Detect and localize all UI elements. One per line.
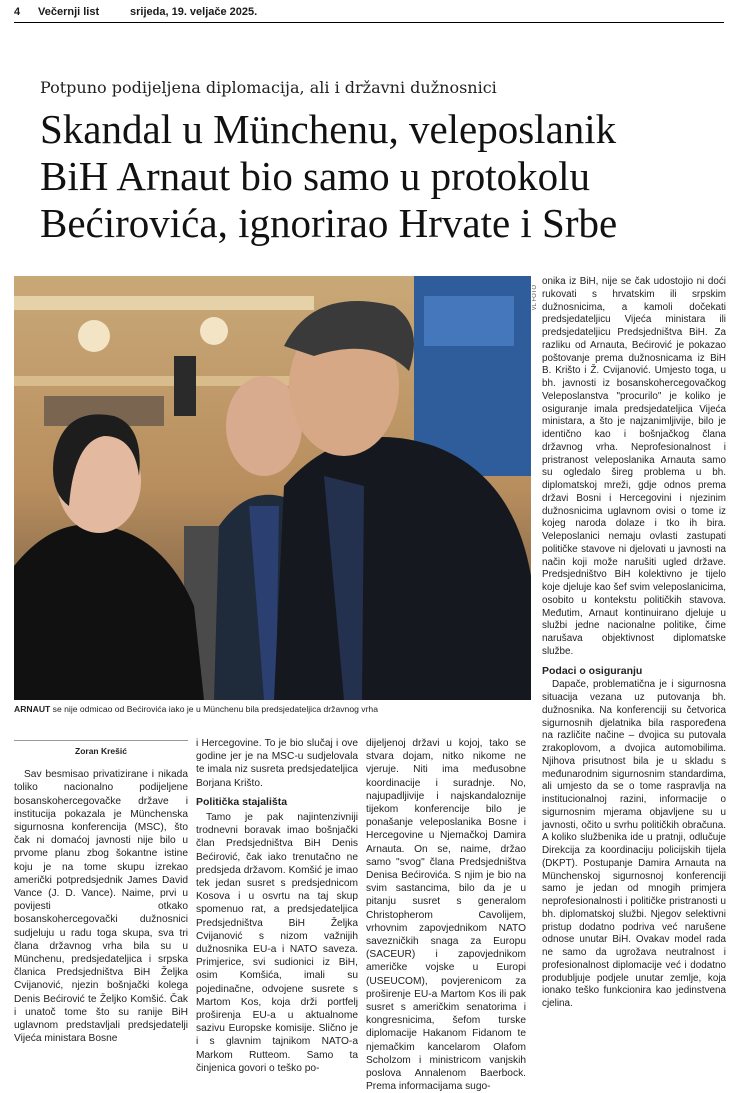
photo-caption	[14, 704, 534, 714]
headline-line: Skandal u Münchenu, veleposlanik	[40, 106, 617, 152]
newspaper-brand: Večernji list	[38, 6, 100, 18]
article-column-1	[14, 734, 188, 1045]
article-photo	[14, 276, 531, 700]
article-column-3	[366, 737, 526, 1093]
body-paragraph: Sav besmisao privatizirane i nikada toliko nacionalno podijeljene bosanskohercegovačke države i institucija pokazala je Münchenska sigurnosna konferencija (MSC), što čak ni domaćoj javnosti nije bilo u prvome planu zbog šokantne istine koju je na tome skupu izrekao američki potpredsjednik James David Vance (J. D. Vance). Naime, prvi u povijesti otkako bosanskohercegovački dužnosnici sudjeluju u radu toga skupa, sva tri člana državnog vrha bila su u Münchenu, predsjedateljica i srpska članica Predsjedništva BiH Željka Cvijanović, njezin bošnjački kolega Denis Bećirović te Željko Komšić. Čak i unatoč tome što su ranije BiH uglavnom predstavljali predsjedatelji Vijeća ministara Bosne	[14, 769, 188, 1045]
subheading: Podaci o osiguranju	[542, 664, 643, 677]
article-kicker: Potpuno podijeljena diplomacija, ali i državni dužnosnici	[40, 78, 497, 97]
byline: Zoran Krešić	[14, 740, 188, 758]
caption-name: ARNAUT	[14, 704, 51, 714]
article-column-4	[542, 276, 726, 1011]
body-paragraph: onika iz BiH, nije se čak udostojio ni doći rukovati s hrvatskim ili srpskim dužnosnicima, a kamoli dočekati predsjedateljicu Vijeća ministara ili predsjedateljicu Predsjedništva BiH. Za razliku od Arnauta, Bećirović je pokazao poštovanje prema dužnosnicama iz BiH B. Krišto i Ž. Cvijanović. Umjesto toga, u bh. javnosti iz bosanskohercegovačkog Veleposlanstva "procurilo" je koliko je osiguranje imala predsjedateljica Vijeća ministara, a što je najzanimljivije, bilo je identično kao i bošnjačkog člana državnog vrha. Neprofesionalnost i pristranost veleposlanika Arnauta samo su ogledalo šireg problema u bh. diplomatskoj mreži, gdje odnos prema državi Bosni i Hercegovini i njezinim dužnosnicima uglavnom ovisi o tome iz kojeg naroda dolaze i tko ih bira. Veleposlanici nemaju ovlasti zastupati političke stavove ni djelovati u javnosti na način koji može narušiti ugled države. Predsjedništvo BiH kolektivno je tijelo koje djeluje kao šef svim veleposlanicima, osobito u kontekstu političkih stavova. Međutim, Arnaut kontinuirano djeluje u službi jedne nacionalne politike, čime narušava objektivnost diplomatske službe.	[542, 276, 726, 657]
body-paragraph: Tamo je pak najintenzivniji trodnevni boravak imao bošnjački član Predsjedništva BiH Denis Bećirović, čak iako trenutačno ne predsjeda državom. Komšić je imao tek jedan susret s predsjednicom Kosova i u osvrtu na taj skup spomenuo rat, a predsjedateljica Predsjedništva BiH Željka Cvijanović s nizom važnijih dužnosnika EU-a i NATO saveza. Primjerice, svi sudionici iz BiH, osim Komšića, imali su pojedinačne, odvojene susrete s Martom Kos, koja drži portfelj proširenja EU-a u aktualnome sazivu Europske komisije. Slično je i s glavnim tajnikom NATO-a Markom Rutteom. Samo ta činjenica govori o teško po-	[196, 812, 358, 1074]
body-paragraph: Dapače, problematična je i sigurnosna situacija vezana uz putovanja bh. dužnosnika. Na konferenciji su četvorica sigurnosnih djelatnika bila raspoređena na različite načine – dvojica su putovala zrakoplovom, a dvojica automobilima. Njihova prisutnost bila je u skladu s međunarodnim sigurnosnim standardima, ali umjesto da se o tome raspravlja na institucionalnoj razini, informacije o sigurnosnim mjerama objavljene su u javnosti, očito u svrhu političkih obračuna. A koliko službenika ide u pratnji, odlučuje Direkcija za koordinaciju policijskih tijela (DKPT). Postupanje Damira Arnauta na Münchenskoj sigurnosnoj konferenciji samo je jedan od mnogih primjera neprofesionalnosti i političke pristranosti u bh. diplomatskoj službi. Njegov selektivni pristup dodatno podriva već narušene odnose unutar BiH. Ovakav model rada ne samo da ugrožava neutralnost i profesionalnost diplomacije već i dodatno produbljuje podjele unutar zemlje, koja ionako teško funkcionira kao jedinstvena cjelina.	[542, 679, 726, 1009]
header-rule	[14, 22, 724, 23]
page-number: 4	[14, 6, 21, 18]
issue-date: srijeda, 19. veljače 2025.	[130, 6, 258, 18]
headline-line: BiH Arnaut bio samo u protokolu	[40, 153, 591, 199]
caption-text: se nije odmicao od Bećirovića iako je u Münchenu bila predsjedateljica državnog vrha	[50, 704, 378, 714]
article-headline	[40, 106, 738, 247]
page-header	[14, 6, 724, 22]
photo-credit: VL FOTO	[532, 285, 538, 311]
headline-line: Bećirovića, ignorirao Hrvate i Srbe	[40, 200, 618, 246]
body-paragraph: i Hercegovine. To je bio slučaj i ove godine jer je na MSC-u sudjelovala te imala niz susreta predsjedateljica Borjana Krišto.	[196, 738, 358, 789]
article-column-2	[196, 737, 358, 1075]
body-paragraph: dijeljenoj državi u kojoj, tako se stvara dojam, nitko nikome ne vjeruje. Niti ima međusobne koordinacije i suradnje. No, najupadljivije i najskandaloznije tijekom konferencije bilo je ponašanje veleposlanika Bosne i Hercegovine u Njemačkoj Damira Arnauta. On se, naime, držao samo "svog" člana Predsjedništva Denisa Bećirovića. S njim je bio na svim sastancima, bilo da je u pitanju susret s generalom Christopherom Cavolijem, vrhovnim zapovjednikom NATO savezničkih snaga za Europu (SACEUR) i zapovjednikom američke vojske u Europi (USEUCOM), povjerenicom za proširenje EU-a Martom Kos ili pak susret s američkim senatorima i kongresnicima, šefom turske diplomacije Hakanom Fidanom te njemačkim kancelarom Olafom Scholzom i ministricom vanjskih poslova Annalenom Baerbock. Prema informacijama sugo-	[366, 738, 526, 1093]
subheading: Politička stajališta	[196, 795, 288, 808]
